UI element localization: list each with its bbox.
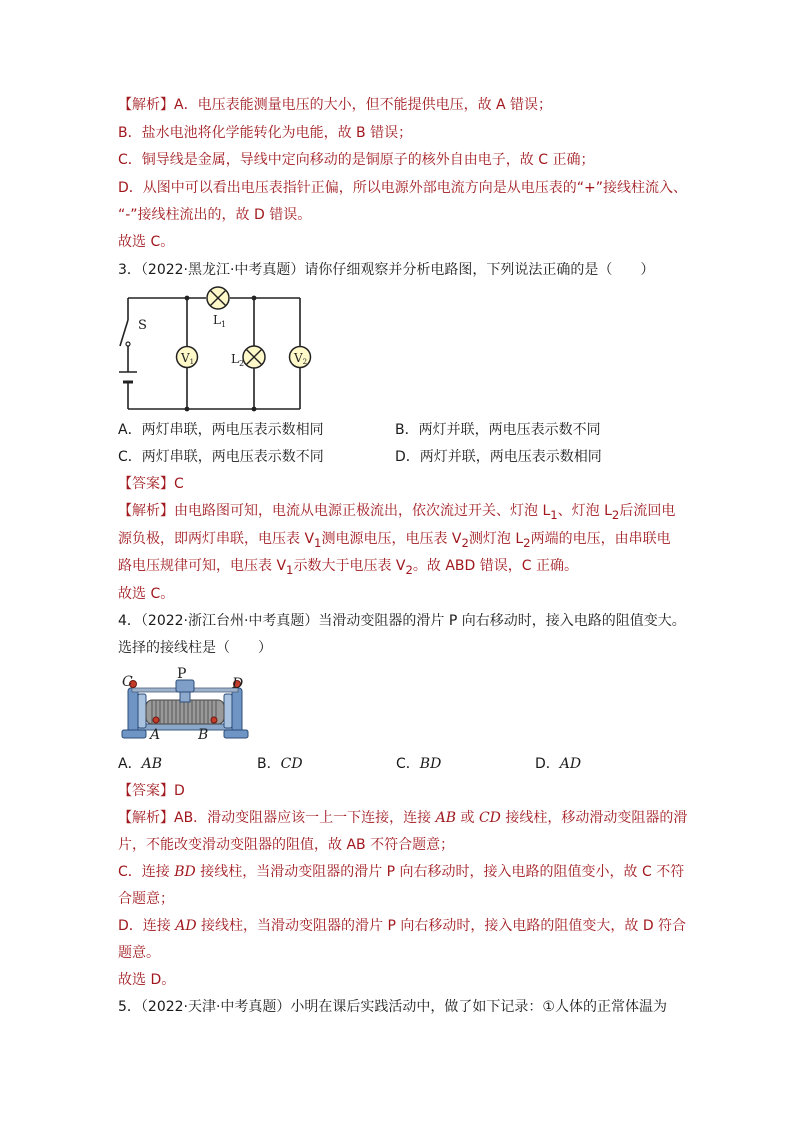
lamp-l1-label: $L_1$ bbox=[213, 313, 227, 329]
q4-stem-line-2: 选择的接线柱是（ ） bbox=[118, 640, 272, 656]
q4-analysis-line-5: D．连接 AD 接线柱，当滑动变阻器的滑片 P 向右移动时，接入电路的阻值变大，故 D 符合 bbox=[118, 918, 687, 934]
q3-stem: 3．（2022·黑龙江·中考真题）请你仔细观察并分析电路图，下列说法正确的是（ ） bbox=[118, 262, 655, 278]
q4-analysis-line-6: 题意。 bbox=[118, 945, 160, 961]
lamp-l2-label: $L_2$ bbox=[231, 352, 245, 368]
q2-analysis-line-d2: “-”接线柱流出的，故 D 错误。 bbox=[118, 207, 312, 223]
q4-rheostat-figure bbox=[118, 666, 252, 746]
rheostat-left-end bbox=[122, 688, 146, 738]
q3-option-b[interactable]: B．两灯并联，两电压表示数不同 bbox=[395, 422, 601, 438]
q4-analysis-line-3: C．连接 BD 接线柱，当滑动变阻器的滑片 P 向右移动时，接入电路的阻值变小，故 C 不符 bbox=[118, 864, 685, 880]
q4-analysis-line-2: 片，不能改变滑动变阻器的阻值，故 AB 不符合题意； bbox=[118, 837, 455, 853]
q4-stem-line-1: 4．（2022·浙江台州·中考真题）当滑动变阻器的滑片 P 向右移动时，接入电路的阻值变大。 bbox=[118, 613, 686, 629]
q3-circuit-diagram bbox=[118, 284, 318, 416]
q4-analysis-line-1: 【解析】AB．滑动变阻器应该一上一下连接，连接 AB 或 CD 接线柱，移动滑动变阻器的滑 bbox=[118, 810, 688, 826]
q4-option-a[interactable]: A．AB bbox=[118, 756, 162, 772]
rheostat-right-end bbox=[224, 688, 248, 738]
voltmeter-v2-label: V2 bbox=[294, 351, 308, 366]
label-d: D bbox=[232, 676, 244, 692]
switch-contact bbox=[126, 342, 130, 346]
q4-option-d[interactable]: D．AD bbox=[535, 756, 582, 772]
q3-analysis-line-1: 【解析】由电路图可知，电流从电源正极流出，依次流过开关、灯泡 $L_1$、灯泡 $L_2$后流回电 bbox=[118, 503, 676, 522]
label-p: P bbox=[177, 666, 187, 682]
q4-conclusion: 故选 D。 bbox=[118, 972, 176, 988]
terminal-b-icon bbox=[211, 717, 217, 723]
q3-option-a[interactable]: A．两灯串联，两电压表示数相同 bbox=[118, 422, 324, 438]
q3-answer: 【答案】C bbox=[118, 476, 184, 492]
analysis-tag: 【解析】 bbox=[118, 97, 174, 113]
q3-analysis-line-2: 源负极，即两灯串联，电压表 $V_1$测电源电压，电压表 $V_2$测灯泡 $L_2$两端的电压，由串联电 bbox=[118, 531, 671, 550]
lamp-l2-icon bbox=[243, 346, 265, 368]
q4-analysis-line-4: 合题意； bbox=[118, 891, 174, 907]
terminal-a-icon bbox=[153, 717, 159, 723]
q3-analysis-line-3: 路电压规律可知，电压表 $V_1$示数大于电压表 $V_2$。故 ABD 错误，C 正确。 bbox=[118, 558, 578, 577]
q5-stem: 5．（2022·天津·中考真题）小明在课后实践活动中，做了如下记录：①人体的正常体温为 bbox=[118, 999, 667, 1015]
switch-label: S bbox=[138, 318, 147, 333]
q4-option-c[interactable]: C．BD bbox=[396, 756, 442, 772]
q2-analysis-line-d1: D．从图中可以看出电压表指针正偏，所以电源外部电流方向是从电压表的“+”接线柱流入、 bbox=[118, 180, 688, 196]
q3-conclusion: 故选 C。 bbox=[118, 586, 175, 602]
q3-option-c[interactable]: C．两灯串联，两电压表示数不同 bbox=[118, 449, 324, 465]
q2-analysis-line-b: B．盐水电池将化学能转化为电能，故 B 错误； bbox=[118, 125, 413, 141]
rheostat-slider bbox=[176, 680, 194, 702]
lamp-l1-icon bbox=[207, 287, 229, 309]
label-c: C bbox=[122, 674, 133, 690]
q4-option-b[interactable]: B．CD bbox=[257, 756, 303, 772]
q2-analysis-line-a: 【解析】A．电压表能测量电压的大小，但不能提供电压，故 A 错误； bbox=[118, 97, 553, 113]
label-a: A bbox=[150, 727, 161, 743]
q2-conclusion: 故选 C。 bbox=[118, 234, 175, 250]
label-b: B bbox=[198, 727, 209, 743]
voltmeter-v1-label: V1 bbox=[181, 351, 195, 366]
q3-option-d[interactable]: D．两灯并联，两电压表示数相同 bbox=[395, 449, 602, 465]
q4-answer: 【答案】D bbox=[118, 783, 185, 799]
q2-analysis-line-c: C．铜导线是金属，导线中定向移动的是铜原子的核外自由电子，故 C 正确； bbox=[118, 152, 595, 168]
